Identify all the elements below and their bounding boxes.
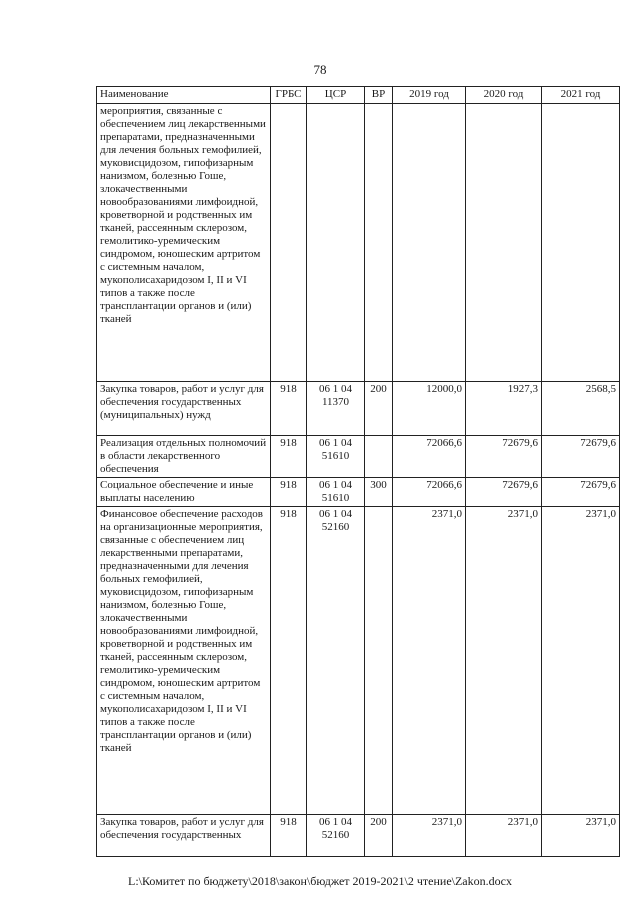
row-grbs xyxy=(271,104,307,382)
row-2021 xyxy=(542,104,620,382)
row-2020: 1927,3 xyxy=(466,382,542,436)
row-2021: 72679,6 xyxy=(542,436,620,478)
row-vr xyxy=(365,507,393,815)
row-csr: 06 1 04 11370 xyxy=(307,382,365,436)
row-vr: 200 xyxy=(365,382,393,436)
row-grbs: 918 xyxy=(271,507,307,815)
header-vr: ВР xyxy=(365,87,393,104)
page-number: 78 xyxy=(313,62,327,77)
row-2021: 2371,0 xyxy=(542,507,620,815)
row-csr xyxy=(307,104,365,382)
row-csr: 06 1 04 51610 xyxy=(307,436,365,478)
row-vr xyxy=(365,436,393,478)
row-grbs: 918 xyxy=(271,478,307,507)
row-2021: 2371,0 xyxy=(542,815,620,857)
table-row xyxy=(97,815,620,857)
header-csr: ЦСР xyxy=(307,87,365,104)
row-vr: 200 xyxy=(365,815,393,857)
row-name: Финансовое обеспечение расходов на организационные мероприятия, связанные с обеспечением лиц лекарственными препаратами, предназначенными для лечения больных гемофилией, муковисцидозом, гипофизарным нанизмом, болезнью Гоше, злокачественными новообразованиями лимфоидной, кроветворной и родственных им тканей, рассеянным склерозом, гемолитико-уремическим синдромом, юношеским артритом с системным началом, мукополисахаридозом I, II и VI типов а также после трансплантации органов и (или) тканей xyxy=(97,507,271,815)
row-2019: 12000,0 xyxy=(393,382,466,436)
row-grbs: 918 xyxy=(271,436,307,478)
row-2020: 2371,0 xyxy=(466,815,542,857)
header-name: Наименование xyxy=(97,87,271,104)
table-row xyxy=(97,104,620,382)
row-2019: 2371,0 xyxy=(393,815,466,857)
row-name: Закупка товаров, работ и услуг для обеспечения государственных xyxy=(97,815,271,857)
row-2019: 2371,0 xyxy=(393,507,466,815)
row-name: мероприятия, связанные с обеспечением лиц лекарственными препаратами, предназначенными для лечения больных гемофилией, муковисцидозом, гипофизарным нанизмом, болезнью Гоше, злокачественными новообразованиями лимфоидной, кроветворной и родственных им тканей, рассеянным склерозом, гемолитико-уремическим синдромом, юношеским артритом с системным началом, мукополисахаридозом I, II и VI типов а также после трансплантации органов и (или) тканей xyxy=(97,104,271,382)
row-grbs: 918 xyxy=(271,815,307,857)
document-file-path: L:\Комитет по бюджету\2018\закон\бюджет 2019-2021\2 чтение\Zakon.docx xyxy=(128,874,512,888)
row-name: Социальное обеспечение и иные выплаты населению xyxy=(97,478,271,507)
row-name: Реализация отдельных полномочий в области лекарственного обеспечения xyxy=(97,436,271,478)
row-2020: 2371,0 xyxy=(466,507,542,815)
row-2019 xyxy=(393,104,466,382)
header-2021: 2021 год xyxy=(542,87,620,104)
table-row xyxy=(97,436,620,478)
table-row xyxy=(97,382,620,436)
header-2019: 2019 год xyxy=(393,87,466,104)
row-csr: 06 1 04 52160 xyxy=(307,815,365,857)
table-row xyxy=(97,507,620,815)
row-2019: 72066,6 xyxy=(393,436,466,478)
table-header-row xyxy=(97,87,620,104)
budget-table xyxy=(96,86,620,857)
row-grbs: 918 xyxy=(271,382,307,436)
row-csr: 06 1 04 52160 xyxy=(307,507,365,815)
header-2020: 2020 год xyxy=(466,87,542,104)
row-2021: 72679,6 xyxy=(542,478,620,507)
row-vr xyxy=(365,104,393,382)
table-row xyxy=(97,478,620,507)
row-vr: 300 xyxy=(365,478,393,507)
header-grbs: ГРБС xyxy=(271,87,307,104)
row-2021: 2568,5 xyxy=(542,382,620,436)
row-2020 xyxy=(466,104,542,382)
row-2019: 72066,6 xyxy=(393,478,466,507)
row-csr: 06 1 04 51610 xyxy=(307,478,365,507)
row-name: Закупка товаров, работ и услуг для обеспечения государственных (муниципальных) нужд xyxy=(97,382,271,436)
row-2020: 72679,6 xyxy=(466,436,542,478)
row-2020: 72679,6 xyxy=(466,478,542,507)
